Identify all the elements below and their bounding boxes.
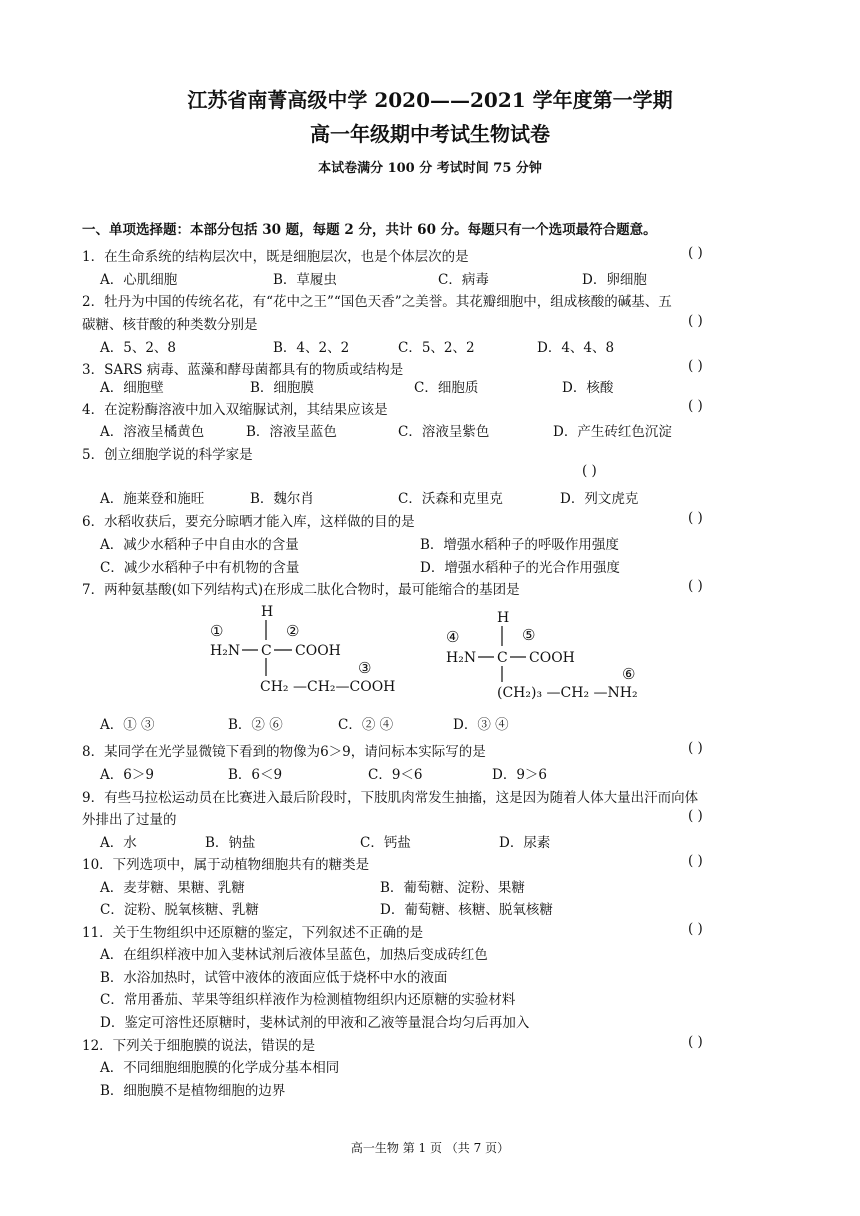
q12-answer-paren: ( ) — [688, 1034, 703, 1050]
q9-answer-paren: ( ) — [688, 808, 703, 824]
q10-option-d: D．葡萄糖、核糖、脱氧核糖 — [380, 902, 553, 918]
q2-stem-line2: 碳糖、核苷酸的种类数分别是 — [82, 317, 258, 333]
q2-answer-paren: ( ) — [688, 313, 703, 329]
q11-answer-paren: ( ) — [688, 921, 703, 937]
q1-option-d: D．卵细胞 — [582, 272, 647, 288]
q11-option-a: A．在组织样液中加入斐林试剂后液体呈蓝色，加热后变成砖红色 — [100, 947, 488, 963]
q6-answer-paren: ( ) — [688, 510, 703, 526]
q9-stem-line1: 9．有些马拉松运动员在比赛进入最后阶段时，下肢肌肉常发生抽搐，这是因为随着人体大量出汗而向体 — [82, 790, 699, 806]
q8-stem: 8．某同学在光学显微镜下看到的物像为6＞9，请问标本实际写的是 — [82, 744, 486, 760]
q1-answer-paren: ( ) — [688, 245, 703, 261]
q11-stem: 11．关于生物组织中还原糖的鉴定，下列叙述不正确的是 — [82, 925, 424, 941]
q3-answer-paren: ( ) — [688, 358, 703, 374]
section-heading: 一、单项选择题：本部分包括 30 题，每题 2 分，共计 60 分。每题只有一个选项最符合题意。 — [82, 222, 657, 238]
q7-option-b: B．② ⑥ — [228, 717, 283, 733]
q11-option-c: C．常用番茄、苹果等组织样液作为检测植物组织内还原糖的实验材料 — [100, 992, 516, 1008]
q9-option-a: A．水 — [100, 835, 137, 851]
q11-option-b: B．水浴加热时，试管中液体的液面应低于烧杯中水的液面 — [100, 970, 448, 986]
amino-acid-structures — [200, 600, 670, 702]
q5-option-b: B．魏尔肖 — [250, 491, 314, 507]
m1-label-1: ① — [210, 622, 224, 640]
q4-option-d: D．产生砖红色沉淀 — [553, 424, 672, 440]
m1-carboxyl-group: COOH — [295, 643, 341, 659]
q10-answer-paren: ( ) — [688, 853, 703, 869]
q8-answer-paren: ( ) — [688, 740, 703, 756]
q6-option-d: D．增强水稻种子的光合作用强度 — [420, 560, 620, 576]
q5-option-d: D．列文虎克 — [560, 491, 639, 507]
m1-amino-group: H₂N — [210, 643, 241, 659]
q10-option-c: C．淀粉、脱氧核糖、乳糖 — [100, 902, 259, 918]
q3-option-d: D．核酸 — [562, 380, 614, 396]
q11-option-d: D．鉴定可溶性还原糖时，斐林试剂的甲液和乙液等量混合均匀后再加入 — [100, 1015, 530, 1031]
m2-side-chain: (CH₂)₃ —CH₂ —NH₂ — [497, 685, 638, 701]
q1-option-b: B．草履虫 — [273, 272, 337, 288]
q4-answer-paren: ( ) — [688, 398, 703, 414]
q3-option-b: B．细胞膜 — [250, 380, 314, 396]
q10-option-b: B．葡萄糖、淀粉、果糖 — [380, 880, 525, 896]
m2-amino-group: H₂N — [446, 650, 477, 666]
q2-option-a: A．5、2、8 — [100, 340, 177, 356]
q3-option-c: C．细胞质 — [414, 380, 479, 396]
m2-label-4: ④ — [446, 628, 460, 646]
m1-label-2: ② — [286, 622, 300, 640]
amino-acid-2 — [446, 610, 638, 701]
q2-option-c: C．5、2、2 — [398, 340, 475, 356]
q9-stem-line2: 外排出了过量的 — [82, 812, 177, 828]
q2-option-b: B．4、2、2 — [273, 340, 350, 356]
m2-hydrogen: H — [497, 610, 510, 626]
q5-stem: 5．创立细胞学说的科学家是 — [82, 447, 253, 463]
amino-acid-1 — [210, 604, 395, 695]
q6-option-a: A．减少水稻种子中自由水的含量 — [100, 537, 299, 553]
q8-option-a: A．6＞9 — [100, 767, 154, 783]
exam-subtitle: 本试卷满分 100 分 考试时间 75 分钟 — [318, 161, 542, 176]
q6-option-b: B．增强水稻种子的呼吸作用强度 — [420, 537, 619, 553]
q3-stem: 3．SARS 病毒、蓝藻和酵母菌都具有的物质或结构是 — [82, 362, 404, 378]
q9-option-c: C．钙盐 — [360, 835, 411, 851]
q4-option-c: C．溶液呈紫色 — [398, 424, 490, 440]
q2-option-d: D．4、4、8 — [537, 340, 615, 356]
q5-option-a: A．施莱登和施旺 — [100, 491, 205, 507]
q10-option-a: A．麦芽糖、果糖、乳糖 — [100, 880, 245, 896]
exam-title-line2: 高一年级期中考试生物试卷 — [310, 122, 550, 146]
m2-label-6: ⑥ — [622, 665, 636, 683]
m2-label-5: ⑤ — [522, 626, 536, 644]
q6-stem: 6．水稻收获后，要充分晾晒才能入库，这样做的目的是 — [82, 514, 415, 530]
q7-option-c: C．② ④ — [338, 717, 394, 733]
q9-option-d: D．尿素 — [499, 835, 551, 851]
q1-option-a: A．心肌细胞 — [100, 272, 178, 288]
q4-option-a: A．溶液呈橘黄色 — [100, 424, 205, 440]
m2-carboxyl-group: COOH — [529, 650, 575, 666]
q8-option-c: C．9＜6 — [368, 767, 423, 783]
q5-option-c: C．沃森和克里克 — [398, 491, 503, 507]
q1-stem: 1．在生命系统的结构层次中，既是细胞层次，也是个体层次的是 — [82, 249, 469, 265]
page-footer: 高一生物 第 1 页 （共 7 页） — [350, 1141, 510, 1155]
q12-stem: 12．下列关于细胞膜的说法，错误的是 — [82, 1038, 316, 1054]
q12-option-b: B．细胞膜不是植物细胞的边界 — [100, 1083, 286, 1099]
m2-alpha-carbon: C — [497, 650, 508, 666]
q9-option-b: B．钠盐 — [205, 835, 256, 851]
q12-option-a: A．不同细胞细胞膜的化学成分基本相同 — [100, 1060, 340, 1076]
m1-side-chain: CH₂ —CH₂—COOH — [260, 679, 396, 695]
q2-stem-line1: 2．牡丹为中国的传统名花，有“花中之王”“国色天香”之美誉。其花瓣细胞中，组成核酸的碱基、五 — [82, 294, 672, 310]
q5-answer-paren: ( ) — [582, 463, 597, 479]
m1-alpha-carbon: C — [261, 643, 272, 659]
q4-option-b: B．溶液呈蓝色 — [246, 424, 337, 440]
exam-title-line1: 江苏省南菁高级中学 2020——2021 学年度第一学期 — [187, 88, 673, 112]
q8-option-d: D．9＞6 — [492, 767, 548, 783]
q4-stem: 4．在淀粉酶溶液中加入双缩脲试剂，其结果应该是 — [82, 402, 388, 418]
q7-option-d: D．③ ④ — [453, 717, 509, 733]
q3-option-a: A．细胞壁 — [100, 380, 164, 396]
q7-answer-paren: ( ) — [688, 578, 703, 594]
q1-option-c: C．病毒 — [438, 272, 489, 288]
q10-stem: 10．下列选项中，属于动植物细胞共有的糖类是 — [82, 857, 370, 873]
q8-option-b: B．6＜9 — [228, 767, 283, 783]
m1-hydrogen: H — [261, 604, 274, 620]
q7-stem: 7．两种氨基酸(如下列结构式)在形成二肽化合物时，最可能缩合的基团是 — [82, 582, 520, 598]
q6-option-c: C．减少水稻种子中有机物的含量 — [100, 560, 300, 576]
m1-label-3: ③ — [358, 659, 372, 677]
q7-option-a: A．① ③ — [100, 717, 155, 733]
